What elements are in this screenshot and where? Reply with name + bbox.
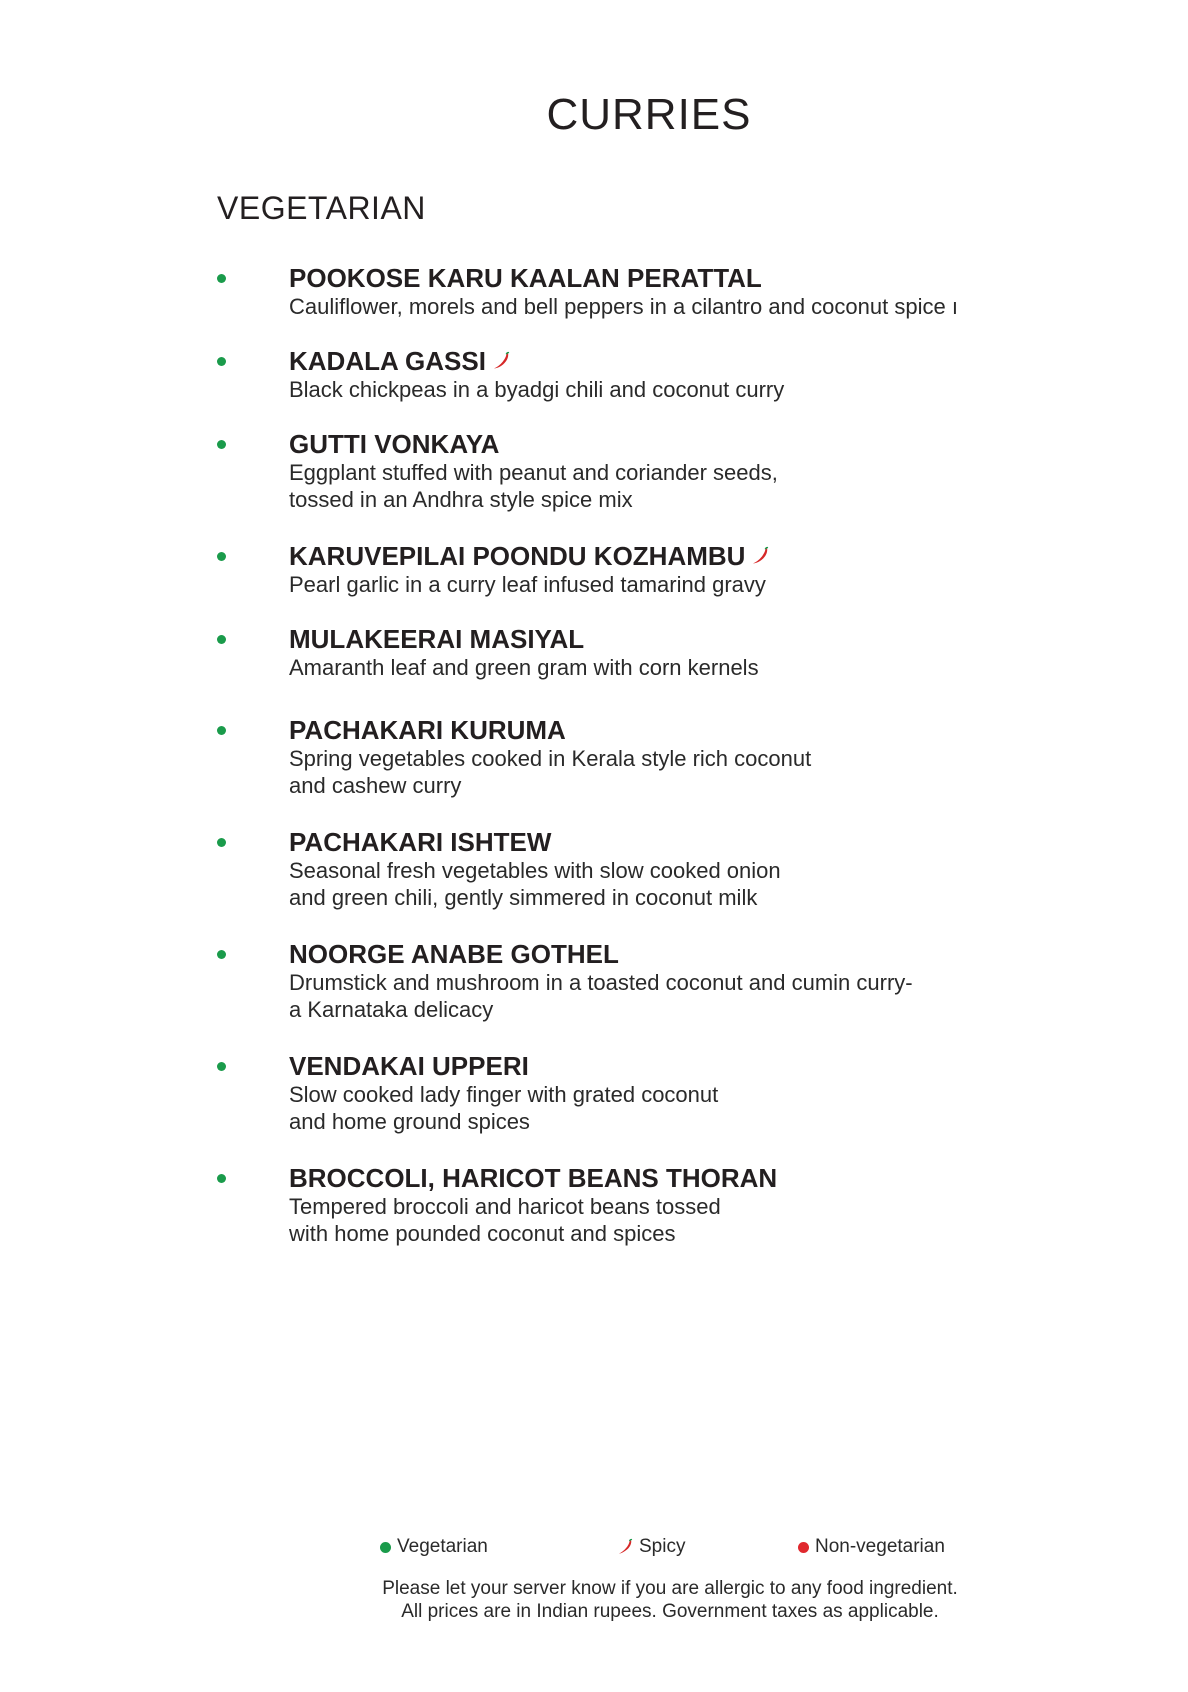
item-name: POOKOSE KARU KAALAN PERATTAL <box>289 263 762 293</box>
section-title: VEGETARIAN <box>217 190 426 226</box>
item-description: Cauliflower, morels and bell peppers in a cilantro and coconut spice ı <box>289 294 958 319</box>
item-description: Eggplant stuffed with peanut and coriander seeds, tossed in an Andhra style spice mix <box>289 460 778 512</box>
item-description: Drumstick and mushroom in a toasted coconut and cumin curry- a Karnataka delicacy <box>289 970 913 1022</box>
item-name: PACHAKARI KURUMA <box>289 715 566 745</box>
menu-item <box>217 429 977 513</box>
menu-item <box>217 1163 977 1247</box>
non-vegetarian-dot-icon <box>798 1542 809 1553</box>
menu-item <box>217 541 977 598</box>
page-title: CURRIES <box>546 90 752 139</box>
legend-non-vegetarian-label: Non-vegetarian <box>815 1536 945 1557</box>
menu-item <box>217 1051 977 1135</box>
menu-item <box>217 827 977 911</box>
item-name-row <box>289 541 977 571</box>
legend-spicy <box>617 1536 685 1558</box>
item-description: Amaranth leaf and green gram with corn kernels <box>289 655 759 680</box>
item-description: Black chickpeas in a byadgi chili and coconut curry <box>289 377 785 402</box>
legend-vegetarian <box>380 1536 488 1558</box>
allergy-note: Please let your server know if you are allergic to any food ingredient. <box>382 1578 958 1599</box>
item-name: MULAKEERAI MASIYAL <box>289 624 585 654</box>
vegetarian-bullet-icon <box>217 440 226 449</box>
item-name: KADALA GASSI <box>289 346 486 376</box>
item-name: KARUVEPILAI POONDU KOZHAMBU <box>289 541 746 571</box>
item-name-row <box>289 346 977 376</box>
item-name: BROCCOLI, HARICOT BEANS THORAN <box>289 1163 778 1193</box>
item-name: NOORGE ANABE GOTHEL <box>289 939 619 969</box>
item-description: Spring vegetables cooked in Kerala style rich coconut and cashew curry <box>289 746 812 798</box>
vegetarian-bullet-icon <box>217 950 226 959</box>
chili-icon <box>751 546 770 565</box>
vegetarian-bullet-icon <box>217 1062 226 1071</box>
vegetarian-bullet-icon <box>217 635 226 644</box>
item-name: VENDAKAI UPPERI <box>289 1051 529 1081</box>
legend <box>380 1536 950 1562</box>
chili-icon <box>492 351 511 370</box>
menu-list <box>217 263 977 1247</box>
vegetarian-bullet-icon <box>217 838 226 847</box>
legend-vegetarian-label: Vegetarian <box>397 1536 488 1557</box>
legend-spicy-label: Spicy <box>639 1536 686 1557</box>
menu-item <box>217 624 977 681</box>
vegetarian-bullet-icon <box>217 274 226 283</box>
item-description: Seasonal fresh vegetables with slow cooked onion and green chili, gently simmered in coconut milk <box>289 858 781 910</box>
vegetarian-dot-icon <box>380 1542 391 1553</box>
vegetarian-bullet-icon <box>217 1174 226 1183</box>
menu-item <box>217 263 977 320</box>
vegetarian-bullet-icon <box>217 726 226 735</box>
menu-item <box>217 715 977 799</box>
menu-item <box>217 346 977 403</box>
legend-non-vegetarian <box>798 1536 945 1558</box>
prices-note: All prices are in Indian rupees. Government taxes as applicable. <box>401 1601 939 1622</box>
chili-icon <box>617 1538 635 1556</box>
item-name: PACHAKARI ISHTEW <box>289 827 552 857</box>
item-description: Slow cooked lady finger with grated coconut and home ground spices <box>289 1082 719 1134</box>
item-description: Tempered broccoli and haricot beans tossed with home pounded coconut and spices <box>289 1194 721 1246</box>
item-name: GUTTI VONKAYA <box>289 429 500 459</box>
vegetarian-bullet-icon <box>217 552 226 561</box>
vegetarian-bullet-icon <box>217 357 226 366</box>
item-description: Pearl garlic in a curry leaf infused tamarind gravy <box>289 572 766 597</box>
menu-item <box>217 939 977 1023</box>
